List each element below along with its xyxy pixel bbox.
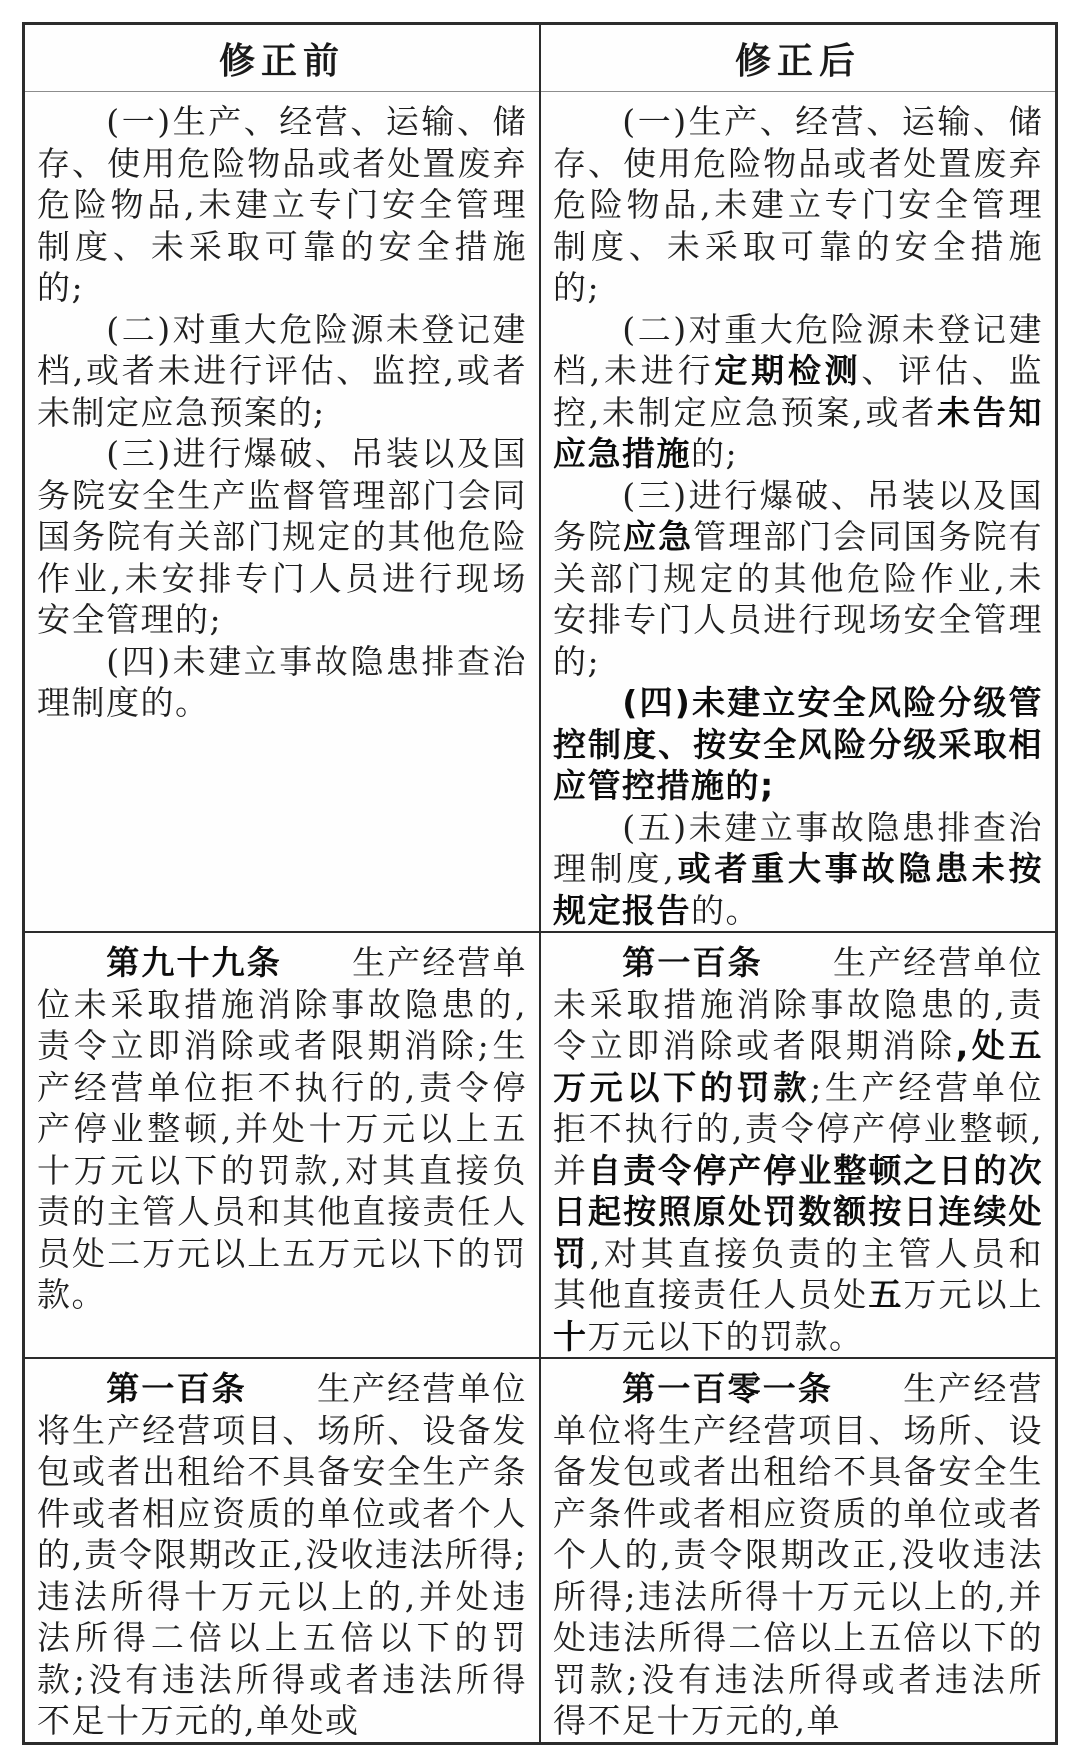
text-segment: 万元以下的罚款。 [587, 1316, 864, 1356]
text-segment: 生产经营单位未采取措施消除事故隐患的,责令立即消除或者限期消除;生产经营单位拒不执行的,责令停产停业整顿,并处十万元以上五十万元以下的罚款,对其直接负责的主管人员和其他直接责任人员处二万元以上五万元以下的罚款。 [37, 943, 527, 1314]
paragraph [37, 942, 527, 1316]
text-segment: (一)生产、经营、运输、储存、使用危险物品或者处置废弃危险物品,未建立专门安全管理制度、未采取可靠的安全措施的; [37, 102, 527, 307]
paragraph [37, 641, 527, 724]
table-row-article-99-100 [24, 932, 1057, 1358]
emphasis-segment: 或者重大事故隐患未按规定报告 [553, 849, 1044, 930]
cell-after-clauses [540, 92, 1057, 933]
paragraph [553, 807, 1043, 932]
amendment-comparison-table [22, 22, 1058, 1745]
paragraph [37, 1368, 527, 1742]
column-header-before: 修正前 [24, 24, 541, 92]
text-segment: (二)对重大危险源未登记建档,未进行 [553, 309, 1043, 390]
text-segment: ,对其直接负责的主管人员和其他直接责任人员处 [553, 1233, 1044, 1314]
paragraph [553, 942, 1043, 1357]
emphasis-segment: (四)未建立安全风险分级管控制度、按安全风险分级采取相应管控措施的; [553, 683, 1043, 805]
paragraph [37, 101, 527, 309]
paragraph [553, 682, 1043, 807]
emphasis-segment: ,处五万元以下的罚款 [553, 1026, 1043, 1107]
text-segment: 生产经营单位将生产经营项目、场所、设备发包或者出租给不具备安全生产条件或者相应资质的单位或者个人的,责令限期改正,没收违法所得;违法所得十万元以上的,并处违法所得二倍以上五倍以下的罚款;没有违法所得或者违法所得不足十万元的,单处或 [37, 1369, 527, 1740]
emphasis-segment: 五 [868, 1275, 904, 1314]
emphasis-segment: 第一百条 [622, 943, 763, 982]
emphasis-segment: 未告知应急措施 [553, 392, 1044, 473]
text-segment: 生产经营单位未采取措施消除事故隐患的,责令立即消除或者限期消除 [553, 943, 1043, 1065]
cell-after-article-101 [540, 1358, 1057, 1743]
cell-after-article-100 [540, 932, 1057, 1358]
text-segment: (一)生产、经营、运输、储存、使用危险物品或者处置废弃危险物品,未建立专门安全管理制度、未采取可靠的安全措施的; [553, 102, 1043, 307]
text-segment: 万元以上 [903, 1275, 1044, 1314]
text-segment: 生产经营单位将生产经营项目、场所、设备发包或者出租给不具备安全生产条件或者相应资质的单位或者个人的,责令限期改正,没收违法所得;违法所得十万元以上的,并处违法所得二倍以上五倍以下的罚款;没有违法所得或者违法所得不足十万元的,单 [553, 1369, 1043, 1740]
cell-before-article-100 [24, 1358, 541, 1743]
text-segment: (三)进行爆破、吊装以及国务院 [553, 475, 1043, 556]
text-segment: 管理部门会同国务院有关部门规定的其他危险作业,未安排专门人员进行现场安全管理的; [553, 517, 1044, 681]
text-segment: ;生产经营单位拒不执行的,责令停产停业整顿,并 [553, 1067, 1044, 1190]
paragraph [553, 1368, 1043, 1742]
emphasis-segment: 自责令停产停业整顿之日的次日起按照原处罚数额按日连续处罚 [553, 1150, 1044, 1273]
emphasis-segment: 定期检测 [714, 351, 862, 390]
emphasis-segment: 第九十九条 [106, 943, 282, 982]
table-header-row [24, 24, 1057, 92]
table-row-clauses [24, 92, 1057, 933]
emphasis-segment: 应急 [623, 517, 694, 556]
paragraph [553, 475, 1043, 683]
text-segment: (三)进行爆破、吊装以及国务院安全生产监督管理部门会同国务院有关部门规定的其他危险作业,未安排专门人员进行现场安全管理的; [37, 434, 527, 639]
text-segment: (五)未建立事故隐患排查治理制度, [553, 807, 1043, 888]
paragraph [553, 309, 1043, 475]
paragraph [553, 101, 1043, 309]
column-header-after: 修正后 [540, 24, 1057, 92]
text-segment: (二)对重大危险源未登记建档,或者未进行评估、监控,或者未制定应急预案的; [37, 309, 527, 432]
emphasis-segment: 第一百条 [106, 1369, 247, 1408]
text-segment: 的; [691, 434, 739, 473]
table-row-article-100-101 [24, 1358, 1057, 1743]
cell-before-article-99 [24, 932, 541, 1358]
emphasis-segment: 第一百零一条 [622, 1369, 833, 1408]
text-segment: 的。 [691, 890, 760, 930]
paragraph [37, 309, 527, 434]
text-segment: 、评估、监控,未制定应急预案,或者 [553, 351, 1043, 432]
cell-before-clauses [24, 92, 541, 933]
text-segment: (四)未建立事故隐患排查治理制度的。 [37, 641, 527, 722]
paragraph [37, 433, 527, 641]
emphasis-segment: 十 [553, 1316, 588, 1356]
